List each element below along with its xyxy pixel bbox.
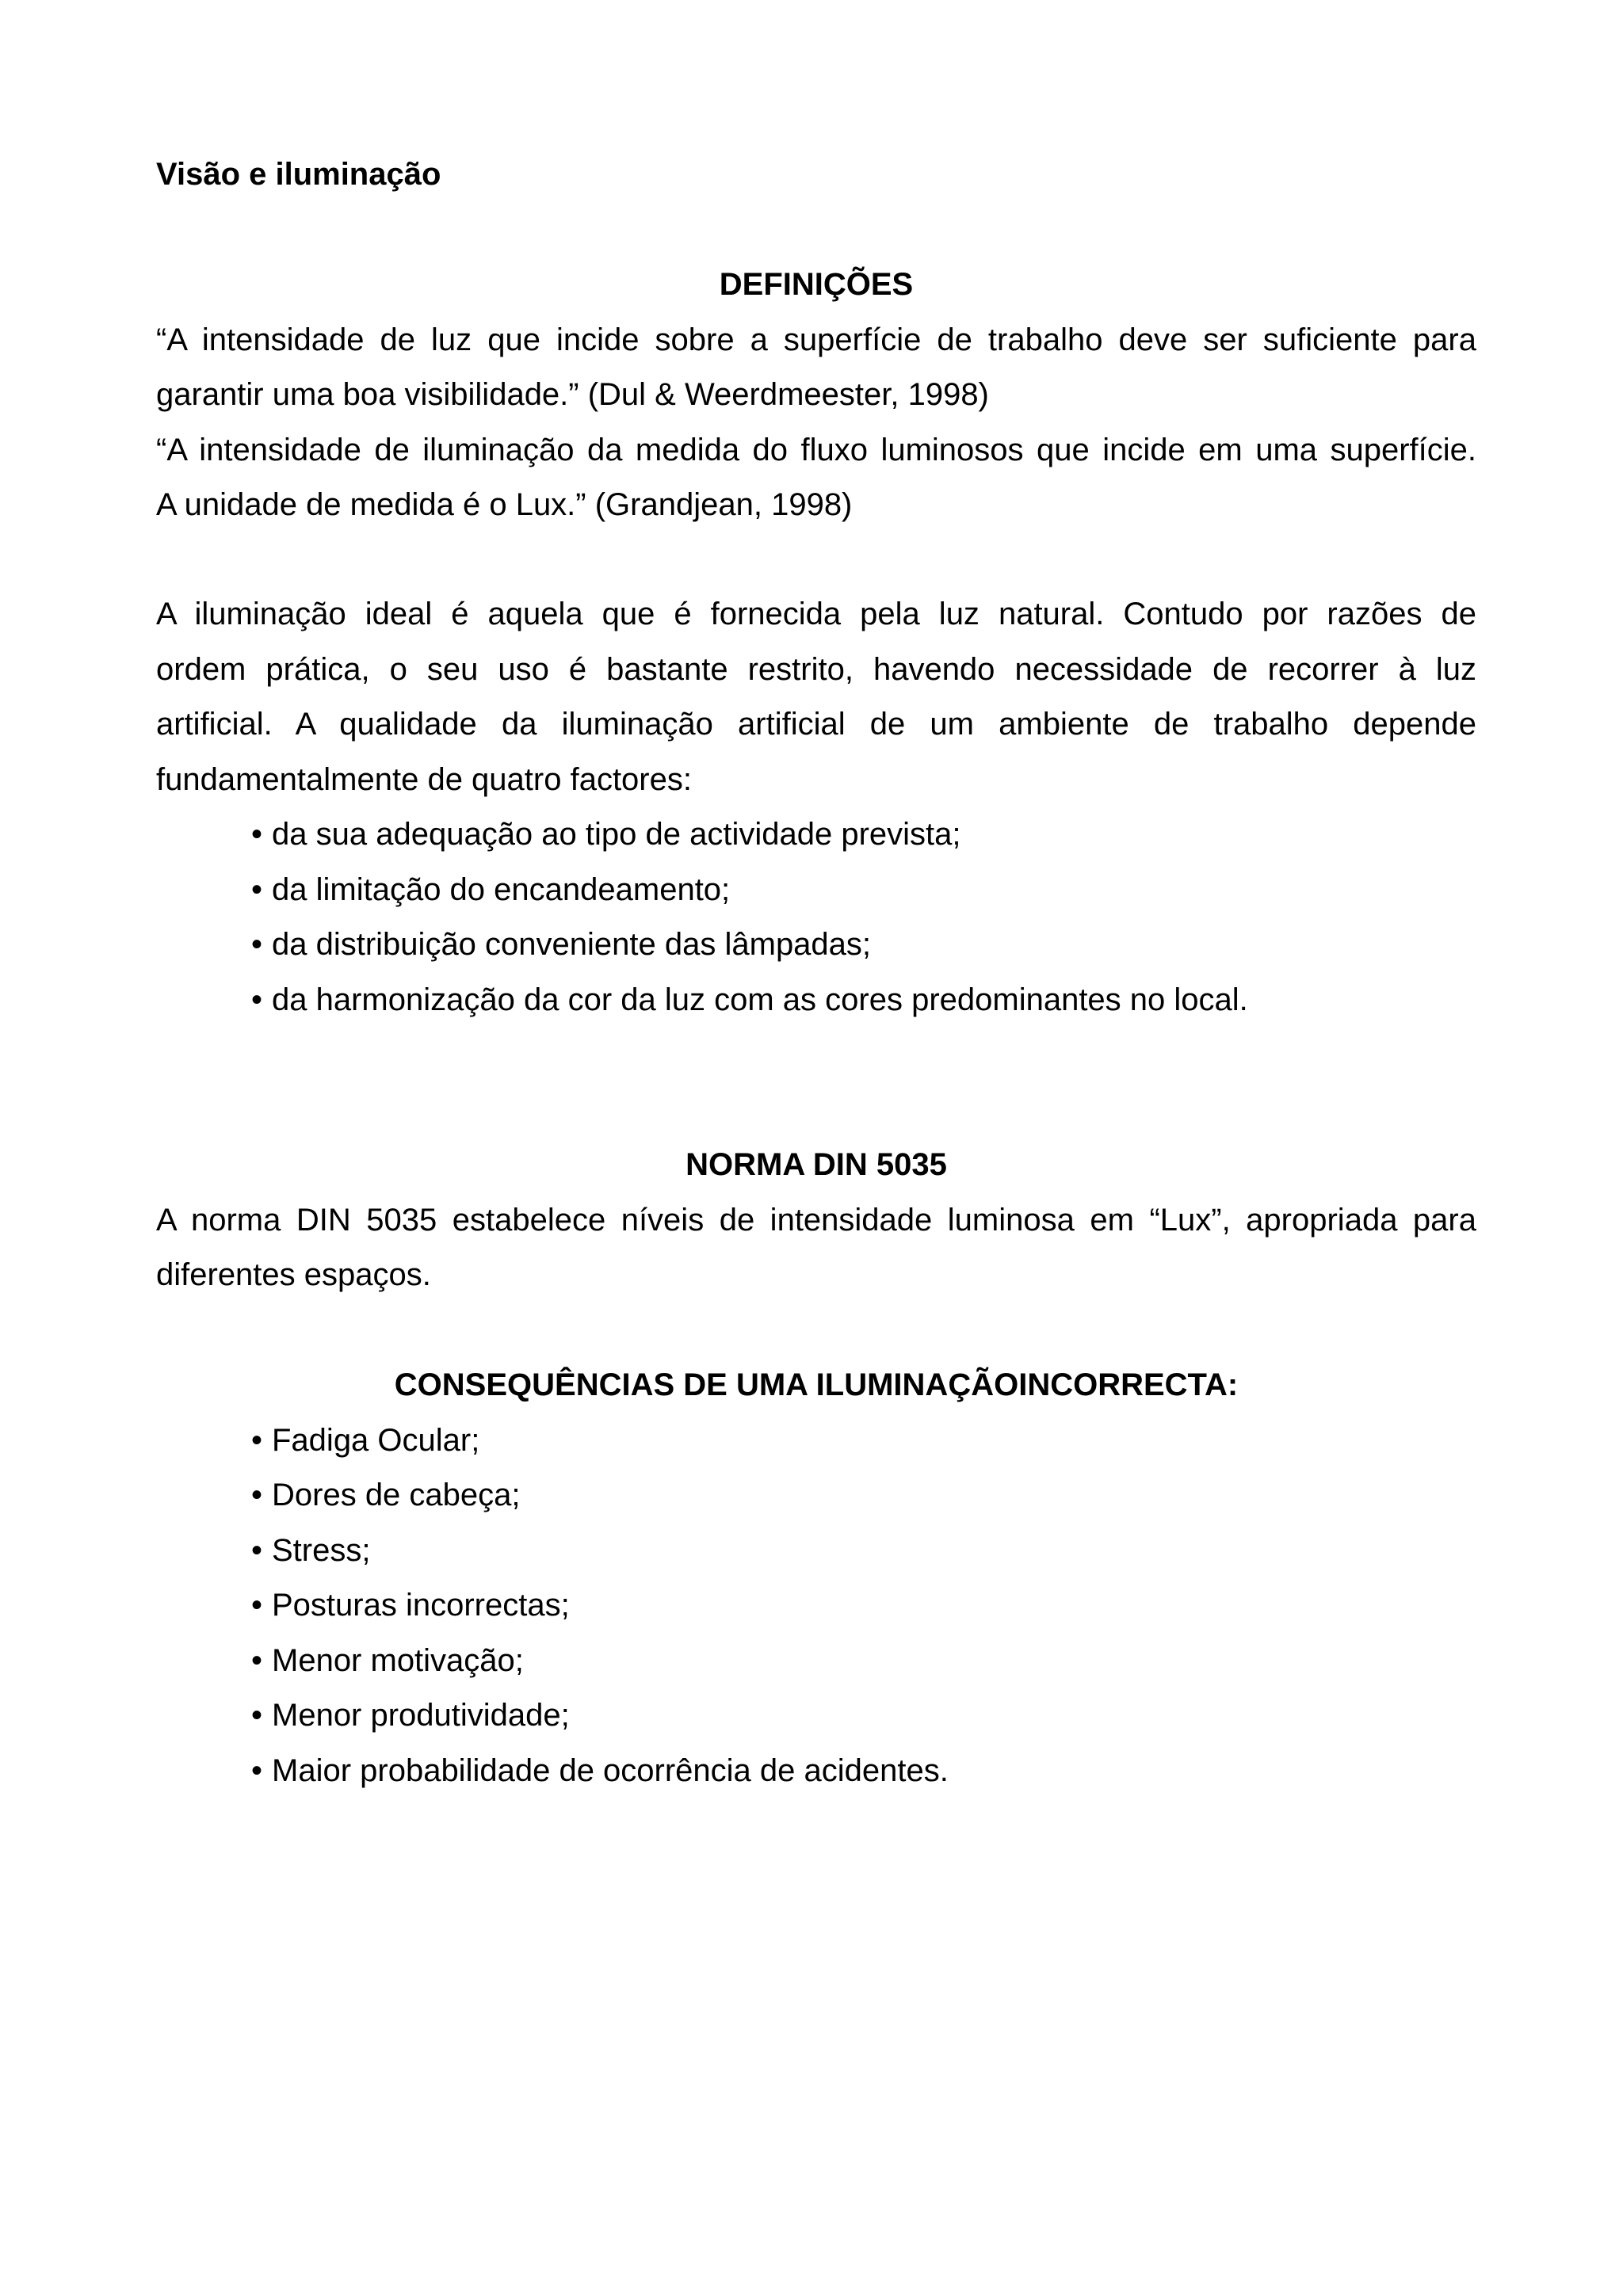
- list-item: [251, 1688, 1476, 1744]
- consequences-list: [156, 1413, 1476, 1799]
- bullet-icon: •: [251, 817, 263, 852]
- bullet-icon: •: [251, 1422, 263, 1458]
- bullet-icon: •: [251, 1642, 263, 1678]
- din-line-2: diferentes espaços.: [156, 1257, 431, 1292]
- list-item: [251, 1634, 1476, 1689]
- bullet-icon: •: [251, 1532, 263, 1568]
- definitions-heading: DEFINIÇÕES: [719, 267, 914, 302]
- bullet-icon: •: [251, 1478, 263, 1512]
- quote-2-line-1: “A intensidade de iluminação da medida do fluxo luminosos que incide em uma superfície.: [156, 432, 1476, 467]
- consequences-section: [156, 1358, 1476, 1798]
- ideal-lighting-line-2: ordem prática, o seu uso é bastante restrito, havendo necessidade de recorrer à luz: [156, 651, 1476, 687]
- factor-text: da sua adequação ao tipo de actividade prevista;: [272, 817, 961, 852]
- factors-list: [156, 807, 1476, 1028]
- consequences-heading: CONSEQUÊNCIAS DE UMA ILUMINAÇÃOINCORRECTA:: [394, 1367, 1239, 1402]
- list-item: [251, 1744, 1476, 1799]
- list-item: [251, 1524, 1476, 1579]
- bullet-icon: •: [251, 871, 263, 907]
- list-item: [251, 807, 1476, 863]
- factor-text: da harmonização da cor da luz com as cores predominantes no local.: [272, 982, 1248, 1017]
- ideal-lighting-section: [156, 587, 1476, 1028]
- consequence-text: Menor motivação;: [272, 1642, 524, 1678]
- factor-text: da distribuição conveniente das lâmpadas;: [272, 927, 872, 962]
- consequence-text: Posturas incorrectas;: [272, 1588, 570, 1623]
- definitions-section: [156, 257, 1476, 533]
- list-item: [251, 1578, 1476, 1634]
- consequence-text: Dores de cabeça;: [272, 1478, 521, 1512]
- quote-1-line-2: garantir uma boa visibilidade.” (Dul & Weerdmeester, 1998): [156, 377, 989, 412]
- list-item: [251, 1468, 1476, 1524]
- bullet-icon: •: [251, 1753, 263, 1788]
- quote-1-line-1: “A intensidade de luz que incide sobre a superfície de trabalho deve ser suficiente para: [156, 322, 1476, 357]
- bullet-icon: •: [251, 982, 263, 1017]
- consequence-text: Stress;: [272, 1532, 371, 1568]
- quote-2-line-2: A unidade de medida é o Lux.” (Grandjean, 1998): [156, 487, 853, 522]
- list-item: [251, 1413, 1476, 1469]
- din-section: [156, 1138, 1476, 1303]
- bullet-icon: •: [251, 1698, 263, 1733]
- consequence-text: Maior probabilidade de ocorrência de acidentes.: [272, 1753, 949, 1788]
- list-item: [251, 863, 1476, 918]
- list-item: [251, 973, 1476, 1028]
- ideal-lighting-line-3: artificial. A qualidade da iluminação artificial de um ambiente de trabalho depende: [156, 707, 1476, 742]
- bullet-icon: •: [251, 927, 263, 962]
- ideal-lighting-line-1: A iluminação ideal é aquela que é fornecida pela luz natural. Contudo por razões de: [156, 597, 1476, 631]
- factor-text: da limitação do encandeamento;: [272, 871, 731, 907]
- consequence-text: Menor produtividade;: [272, 1698, 570, 1733]
- consequence-text: Fadiga Ocular;: [272, 1422, 480, 1458]
- document-title: Visão e iluminação: [156, 157, 441, 192]
- din-heading: NORMA DIN 5035: [685, 1147, 947, 1182]
- din-line-1: A norma DIN 5035 estabelece níveis de intensidade luminosa em “Lux”, apropriada para: [156, 1202, 1476, 1238]
- ideal-lighting-line-4: fundamentalmente de quatro factores:: [156, 761, 692, 797]
- bullet-icon: •: [251, 1588, 263, 1623]
- list-item: [251, 917, 1476, 973]
